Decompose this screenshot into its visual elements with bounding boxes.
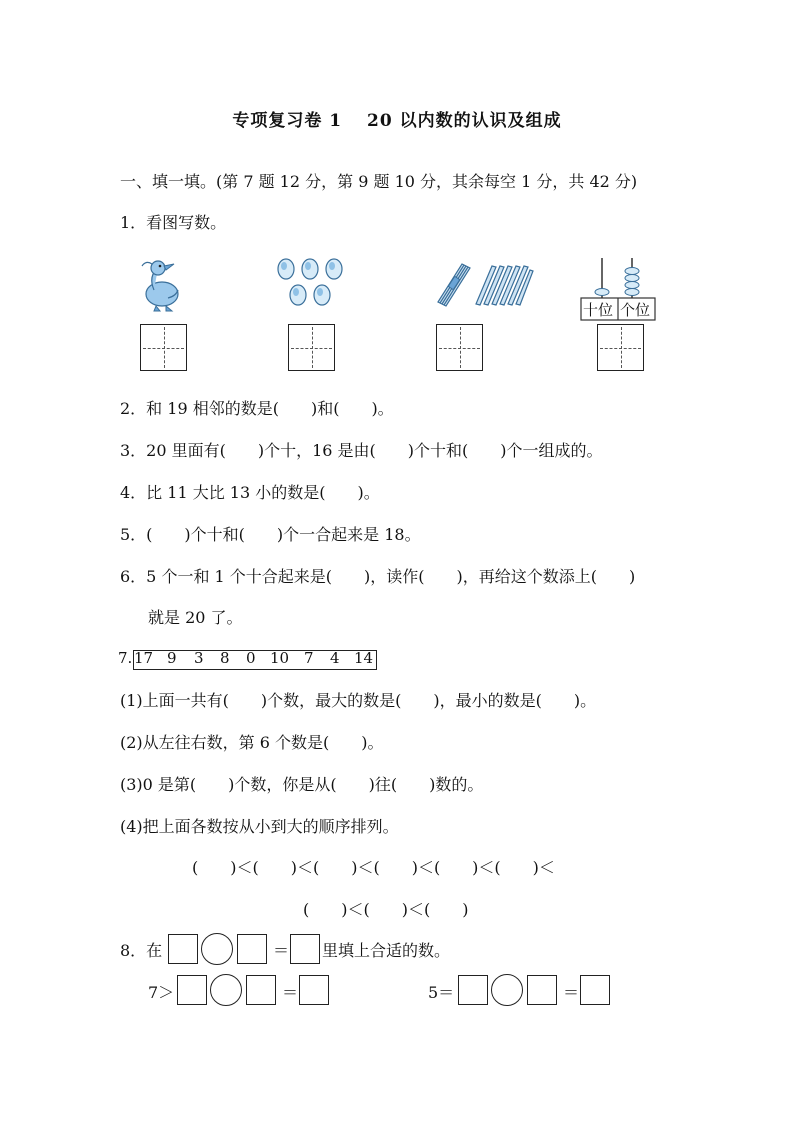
answer-box-duck[interactable] — [140, 324, 187, 371]
page-title: 专项复习卷 1 20 以内数的认识及组成 — [232, 111, 562, 131]
example-equals: ＝ — [273, 941, 290, 960]
strip-number: 0 — [246, 649, 256, 667]
left-equals: ＝ — [282, 983, 299, 1002]
answer-box-eggs[interactable] — [288, 324, 335, 371]
right-operator-circle[interactable] — [491, 974, 523, 1006]
question-5: 5．( )个十和( )个一合起来是 18。 — [120, 525, 421, 544]
abacus-tens-label: 十位 — [583, 301, 614, 319]
right-answer-box-3[interactable] — [580, 975, 610, 1005]
question-7-1: (1)上面一共有( )个数，最大的数是( )，最小的数是( )。 — [120, 691, 597, 710]
question-4: 4．比 11 大比 13 小的数是( )。 — [120, 483, 380, 502]
right-equals: ＝ — [563, 983, 580, 1002]
right-equation-lead: 5＝ — [428, 983, 455, 1002]
question-6-line1: 6．5 个一和 1 个十合起来是( )，读作( )，再给这个数添上( ) — [120, 567, 636, 586]
strip-number: 3 — [194, 649, 204, 667]
duck-icon — [138, 256, 184, 312]
sticks-icon — [434, 258, 534, 308]
question-8-prefix: 8．在 — [120, 941, 163, 960]
answer-box-abacus[interactable] — [597, 324, 644, 371]
example-square-3 — [290, 934, 320, 964]
question-7-4: (4)把上面各数按从小到大的顺序排列。 — [120, 817, 399, 836]
section-heading: 一、填一填。(第 7 题 12 分，第 9 题 10 分，其余每空 1 分，共 42 分) — [120, 172, 638, 191]
right-answer-box-2[interactable] — [527, 975, 557, 1005]
strip-number: 17 — [134, 649, 154, 667]
question-2: 2．和 19 相邻的数是( )和( )。 — [120, 399, 394, 418]
abacus-ones-label: 个位 — [620, 301, 651, 319]
example-circle — [201, 933, 233, 965]
right-answer-box-1[interactable] — [458, 975, 488, 1005]
strip-number: 8 — [220, 649, 230, 667]
example-square-2 — [237, 934, 267, 964]
left-answer-box-2[interactable] — [246, 975, 276, 1005]
eggs-icon — [274, 258, 350, 308]
left-answer-box-1[interactable] — [177, 975, 207, 1005]
left-answer-box-3[interactable] — [299, 975, 329, 1005]
question-7-label: 7. — [118, 649, 133, 667]
strip-number: 7 — [304, 649, 314, 667]
order-line-2: ( )＜( )＜( ) — [303, 900, 469, 919]
strip-number: 4 — [330, 649, 340, 667]
left-equation-lead: 7＞ — [148, 983, 175, 1002]
example-square-1 — [168, 934, 198, 964]
order-line-1: ( )＜( )＜( )＜( )＜( )＜( )＜ — [192, 858, 555, 877]
strip-number: 9 — [167, 649, 177, 667]
question-7-3: (3)0 是第( )个数，你是从( )往( )数的。 — [120, 775, 484, 794]
question-3: 3．20 里面有( )个十，16 是由( )个十和( )个一组成的。 — [120, 441, 603, 460]
strip-number: 10 — [270, 649, 290, 667]
question-7-2: (2)从左往右数，第 6 个数是( )。 — [120, 733, 384, 752]
question-1: 1．看图写数。 — [120, 213, 227, 232]
strip-number: 14 — [354, 649, 374, 667]
question-6-line2: 就是 20 了。 — [148, 608, 243, 627]
answer-box-sticks[interactable] — [436, 324, 483, 371]
left-operator-circle[interactable] — [210, 974, 242, 1006]
question-8-suffix: 里填上合适的数。 — [322, 941, 451, 960]
